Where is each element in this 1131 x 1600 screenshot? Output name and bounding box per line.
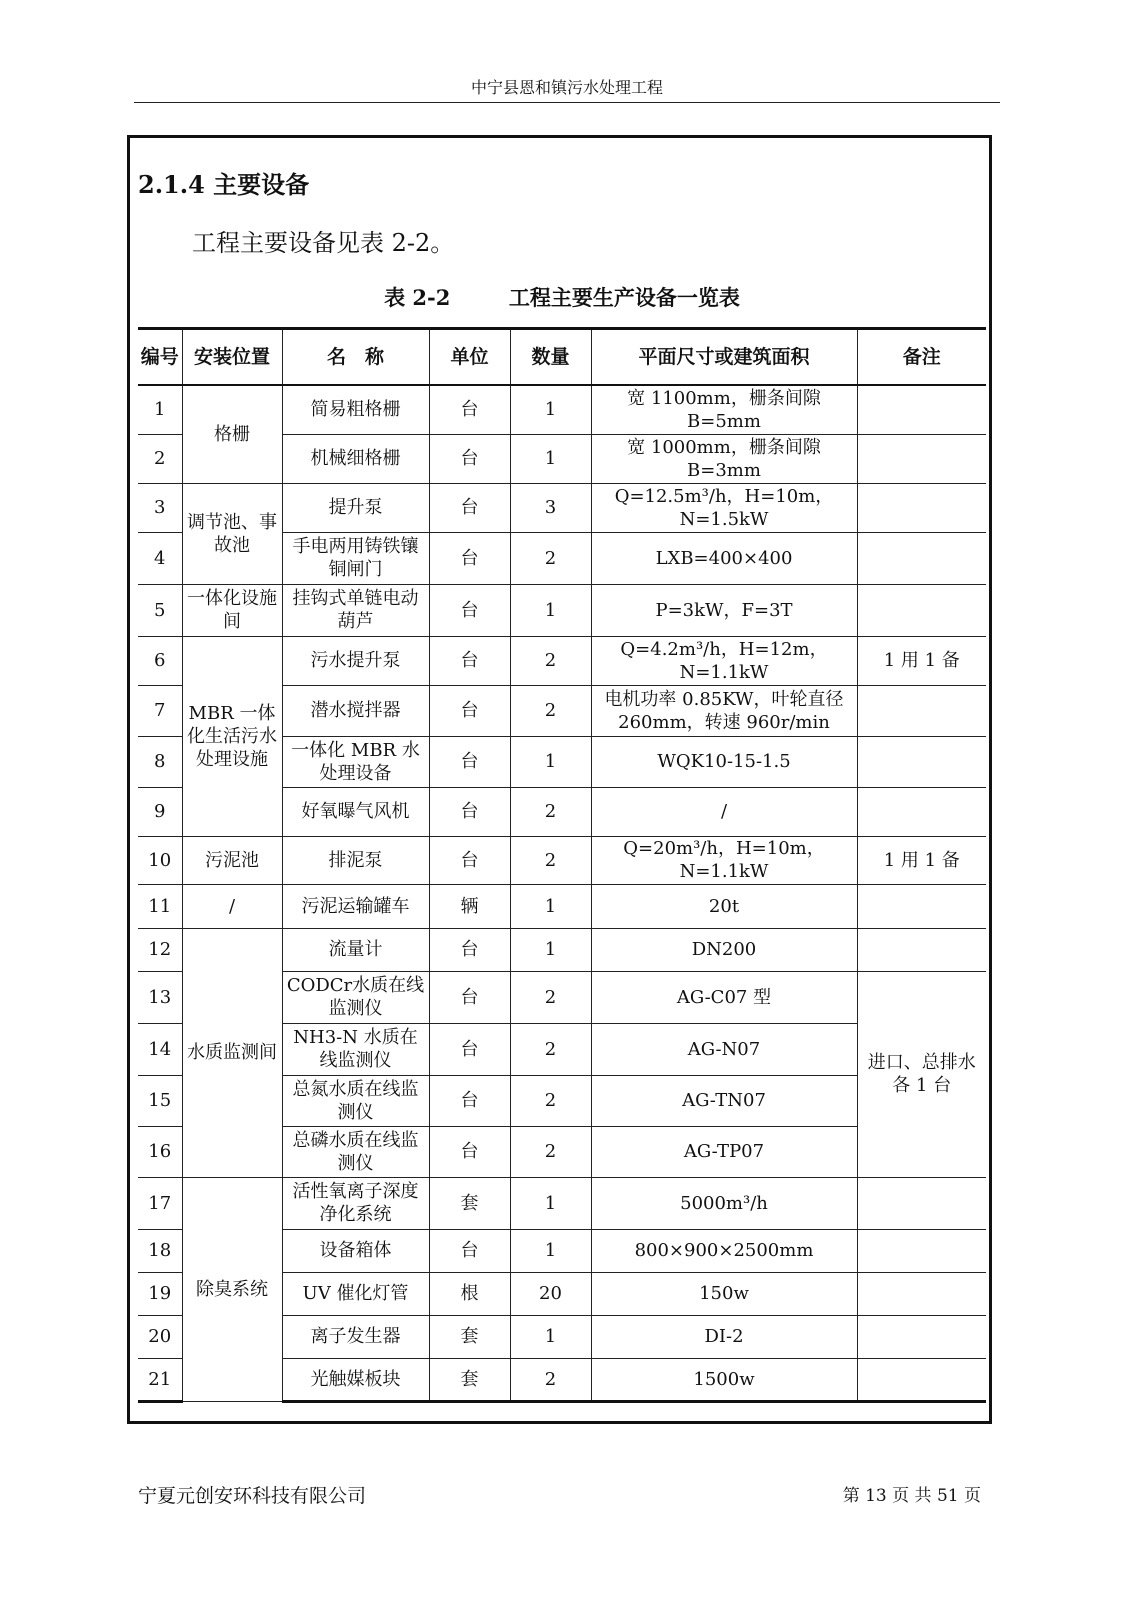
cell-no: 1 — [138, 385, 182, 434]
cell-no: 2 — [138, 434, 182, 483]
cell-no: 12 — [138, 928, 182, 971]
table-caption: 表 2-2 工程主要生产设备一览表 — [384, 285, 740, 310]
cell-unit: 台 — [429, 584, 510, 636]
cell-name: 流量计 — [282, 928, 429, 971]
cell-name: 提升泵 — [282, 483, 429, 532]
cell-no: 3 — [138, 483, 182, 532]
cell-quantity: 2 — [510, 1358, 591, 1401]
cell-size: 宽 1000mm，栅条间隙 B=3mm — [591, 434, 857, 483]
cell-size: Q=12.5m³/h，H=10m，N=1.5kW — [591, 483, 857, 532]
table-row — [138, 483, 986, 532]
cell-size: DI-2 — [591, 1315, 857, 1358]
cell-note — [857, 1272, 986, 1315]
cell-no: 13 — [138, 971, 182, 1023]
table-row — [138, 928, 986, 971]
cell-note — [857, 736, 986, 787]
cell-size: AG-TN07 — [591, 1075, 857, 1126]
cell-no: 19 — [138, 1272, 182, 1315]
cell-unit: 台 — [429, 434, 510, 483]
cell-location: 调节池、事故池 — [182, 483, 282, 584]
cell-name: 潜水搅拌器 — [282, 685, 429, 736]
cell-size: AG-C07 型 — [591, 971, 857, 1023]
cell-unit: 台 — [429, 928, 510, 971]
cell-quantity: 1 — [510, 1315, 591, 1358]
cell-size: WQK10-15-1.5 — [591, 736, 857, 787]
cell-note — [857, 434, 986, 483]
page-header: 中宁县恩和镇污水处理工程 — [470, 78, 663, 97]
cell-size: 5000m³/h — [591, 1177, 857, 1229]
footer-page-number: 第 13 页 共 51 页 — [842, 1486, 981, 1506]
cell-unit: 辆 — [429, 884, 510, 928]
cell-name: UV 催化灯管 — [282, 1272, 429, 1315]
cell-location: MBR 一体化生活污水处理设施 — [182, 636, 282, 836]
cell-size: 20t — [591, 884, 857, 928]
cell-size: P=3kW，F=3T — [591, 584, 857, 636]
col-header-name: 名 称 — [282, 329, 429, 386]
cell-no: 18 — [138, 1229, 182, 1272]
cell-note — [857, 1358, 986, 1401]
cell-no: 4 — [138, 532, 182, 584]
cell-quantity: 2 — [510, 1023, 591, 1075]
cell-note — [857, 1177, 986, 1229]
cell-name: 简易粗格栅 — [282, 385, 429, 434]
cell-quantity: 2 — [510, 636, 591, 685]
col-header-size: 平面尺寸或建筑面积 — [591, 329, 857, 386]
table-row — [138, 385, 986, 434]
cell-quantity: 3 — [510, 483, 591, 532]
col-header-location: 安装位置 — [182, 329, 282, 386]
cell-name: 污泥运输罐车 — [282, 884, 429, 928]
cell-name: 机械细格栅 — [282, 434, 429, 483]
cell-quantity: 1 — [510, 884, 591, 928]
cell-size: AG-TP07 — [591, 1126, 857, 1177]
cell-note — [857, 385, 986, 434]
col-header-note: 备注 — [857, 329, 986, 386]
table-row — [138, 1177, 986, 1229]
cell-no: 14 — [138, 1023, 182, 1075]
cell-quantity: 1 — [510, 1229, 591, 1272]
cell-unit: 台 — [429, 385, 510, 434]
table-row — [138, 884, 986, 928]
cell-size: Q=4.2m³/h，H=12m，N=1.1kW — [591, 636, 857, 685]
cell-no: 5 — [138, 584, 182, 636]
cell-size: / — [591, 787, 857, 836]
cell-note — [857, 483, 986, 532]
cell-no: 15 — [138, 1075, 182, 1126]
cell-size: 电机功率 0.85KW，叶轮直径 260mm，转速 960r/min — [591, 685, 857, 736]
cell-name: 总氮水质在线监测仪 — [282, 1075, 429, 1126]
cell-name: 总磷水质在线监测仪 — [282, 1126, 429, 1177]
cell-note — [857, 1315, 986, 1358]
cell-location: / — [182, 884, 282, 928]
cell-no: 16 — [138, 1126, 182, 1177]
cell-unit: 台 — [429, 836, 510, 884]
cell-size: AG-N07 — [591, 1023, 857, 1075]
cell-size: Q=20m³/h，H=10m，N=1.1kW — [591, 836, 857, 884]
cell-size: 宽 1100mm，栅条间隙 B=5mm — [591, 385, 857, 434]
cell-note — [857, 884, 986, 928]
cell-note — [857, 928, 986, 971]
col-header-quantity: 数量 — [510, 329, 591, 386]
cell-quantity: 1 — [510, 434, 591, 483]
cell-quantity: 1 — [510, 736, 591, 787]
cell-name: 手电两用铸铁镶铜闸门 — [282, 532, 429, 584]
cell-size: LXB=400×400 — [591, 532, 857, 584]
cell-unit: 台 — [429, 787, 510, 836]
footer-company: 宁夏元创安环科技有限公司 — [138, 1485, 367, 1507]
section-title: 2.1.4 主要设备 — [138, 170, 310, 199]
cell-note — [857, 1229, 986, 1272]
header-divider — [134, 102, 1000, 103]
cell-location: 一体化设施间 — [182, 584, 282, 636]
cell-size: 800×900×2500mm — [591, 1229, 857, 1272]
cell-unit: 台 — [429, 636, 510, 685]
cell-unit: 套 — [429, 1315, 510, 1358]
cell-quantity: 2 — [510, 787, 591, 836]
table-row — [138, 584, 986, 636]
col-header-no: 编号 — [138, 329, 182, 386]
cell-note — [857, 685, 986, 736]
cell-unit: 台 — [429, 1023, 510, 1075]
cell-quantity: 1 — [510, 1177, 591, 1229]
cell-quantity: 1 — [510, 385, 591, 434]
cell-name: 设备箱体 — [282, 1229, 429, 1272]
cell-note — [857, 532, 986, 584]
cell-no: 21 — [138, 1358, 182, 1401]
cell-unit: 根 — [429, 1272, 510, 1315]
cell-name: NH3-N 水质在线监测仪 — [282, 1023, 429, 1075]
cell-no: 7 — [138, 685, 182, 736]
equipment-table — [138, 327, 986, 1403]
cell-size: DN200 — [591, 928, 857, 971]
cell-name: CODCr水质在线监测仪 — [282, 971, 429, 1023]
cell-unit: 台 — [429, 971, 510, 1023]
cell-unit: 台 — [429, 532, 510, 584]
cell-no: 10 — [138, 836, 182, 884]
cell-quantity: 2 — [510, 1075, 591, 1126]
table-header-row — [138, 329, 986, 386]
cell-note: 1 用 1 备 — [857, 636, 986, 685]
cell-unit: 台 — [429, 685, 510, 736]
cell-no: 11 — [138, 884, 182, 928]
cell-quantity: 1 — [510, 928, 591, 971]
cell-name: 好氧曝气风机 — [282, 787, 429, 836]
table-row — [138, 836, 986, 884]
col-header-unit: 单位 — [429, 329, 510, 386]
cell-unit: 台 — [429, 1229, 510, 1272]
cell-note — [857, 787, 986, 836]
cell-unit: 台 — [429, 736, 510, 787]
cell-no: 20 — [138, 1315, 182, 1358]
cell-name: 污水提升泵 — [282, 636, 429, 685]
cell-note: 进口、总排水各 1 台 — [857, 971, 986, 1177]
cell-name: 一体化 MBR 水处理设备 — [282, 736, 429, 787]
cell-quantity: 2 — [510, 971, 591, 1023]
cell-name: 光触媒板块 — [282, 1358, 429, 1401]
cell-quantity: 2 — [510, 532, 591, 584]
cell-unit: 台 — [429, 483, 510, 532]
intro-paragraph: 工程主要设备见表 2-2。 — [192, 229, 455, 257]
cell-location: 水质监测间 — [182, 928, 282, 1177]
cell-quantity: 2 — [510, 836, 591, 884]
table-row — [138, 636, 986, 685]
cell-unit: 套 — [429, 1177, 510, 1229]
cell-unit: 套 — [429, 1358, 510, 1401]
cell-size: 150w — [591, 1272, 857, 1315]
cell-note: 1 用 1 备 — [857, 836, 986, 884]
cell-quantity: 2 — [510, 1126, 591, 1177]
cell-unit: 台 — [429, 1075, 510, 1126]
cell-location: 除臭系统 — [182, 1177, 282, 1401]
cell-name: 活性氧离子深度净化系统 — [282, 1177, 429, 1229]
cell-no: 17 — [138, 1177, 182, 1229]
cell-location: 污泥池 — [182, 836, 282, 884]
cell-size: 1500w — [591, 1358, 857, 1401]
cell-unit: 台 — [429, 1126, 510, 1177]
cell-name: 离子发生器 — [282, 1315, 429, 1358]
cell-name: 挂钩式单链电动葫芦 — [282, 584, 429, 636]
cell-no: 6 — [138, 636, 182, 685]
cell-no: 9 — [138, 787, 182, 836]
cell-name: 排泥泵 — [282, 836, 429, 884]
cell-no: 8 — [138, 736, 182, 787]
cell-quantity: 2 — [510, 685, 591, 736]
cell-quantity: 20 — [510, 1272, 591, 1315]
cell-quantity: 1 — [510, 584, 591, 636]
cell-location: 格栅 — [182, 385, 282, 483]
cell-note — [857, 584, 986, 636]
